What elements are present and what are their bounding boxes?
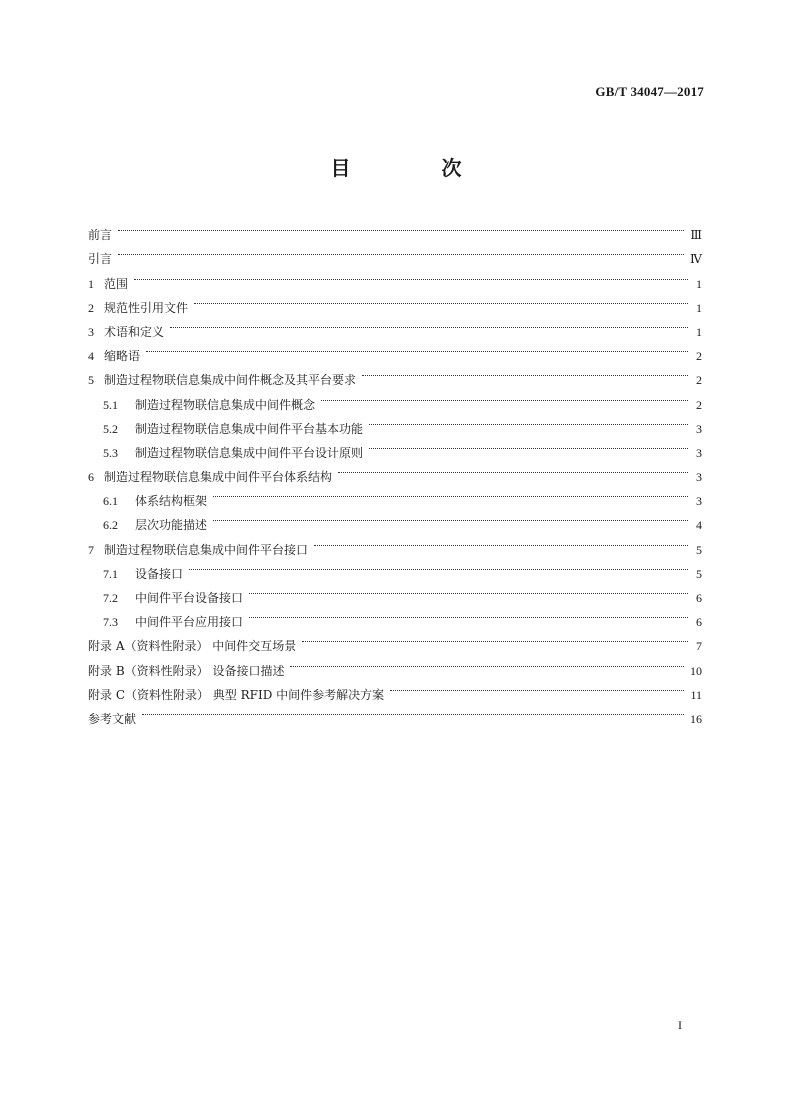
toc-entry-label <box>88 223 112 247</box>
toc-entry-label <box>103 586 243 610</box>
toc-entry-number: 5.3 <box>103 445 118 460</box>
dot-leader <box>321 384 688 408</box>
toc-entry-label <box>88 659 284 683</box>
standard-number: GB/T 34047—2017 <box>595 84 704 99</box>
toc-entry-text: 附录 C（资料性附录） 典型 RFID 中间件参考解决方案 <box>88 687 385 702</box>
dot-leader <box>142 699 684 723</box>
toc-entry-text: 制造过程物联信息集成中间件平台接口 <box>104 542 309 557</box>
dot-leader <box>390 675 684 699</box>
toc-entry-text: 制造过程物联信息集成中间件平台体系结构 <box>104 470 333 485</box>
dot-leader <box>146 336 688 360</box>
toc-entry-number: 7.3 <box>103 615 118 630</box>
toc-entry-page: 4 <box>696 518 702 533</box>
toc-entry-text: 规范性引用文件 <box>104 300 189 315</box>
toc-entry[interactable] <box>88 239 702 267</box>
toc-entry-text: 缩略语 <box>104 349 141 364</box>
toc-entry-page: 1 <box>696 300 702 315</box>
dot-leader <box>369 433 688 457</box>
page-number: I <box>678 1018 682 1032</box>
toc-entry-page: 3 <box>696 421 702 436</box>
toc-entry-text: 制造过程物联信息集成中间件平台基本功能 <box>135 421 364 436</box>
toc-entry-number: 4 <box>88 349 94 364</box>
toc-entry[interactable] <box>88 288 702 315</box>
dot-leader <box>314 529 688 553</box>
toc-entry[interactable] <box>88 360 702 388</box>
dot-leader <box>118 239 684 263</box>
toc-entry-label <box>103 441 363 465</box>
toc-entry-text: 前言 <box>88 228 113 243</box>
toc-entry-page: 6 <box>696 615 702 630</box>
toc-entry-page: 6 <box>696 591 702 605</box>
dot-leader <box>369 409 688 433</box>
toc-entry-number: 1 <box>88 276 94 291</box>
toc-entry-page: 16 <box>690 711 702 726</box>
toc-entry-text: 设备接口 <box>135 566 184 581</box>
toc-entry-number: 3 <box>88 324 94 339</box>
toc-entry-number: 6.1 <box>103 494 118 509</box>
toc-entry-page: 5 <box>696 566 702 581</box>
toc-entry-number: 5 <box>88 373 94 388</box>
toc-entry-page: Ⅳ <box>690 252 702 267</box>
toc-entry-label <box>88 272 128 296</box>
toc-entry-page: 2 <box>696 349 702 364</box>
toc-entry-page: 3 <box>696 445 702 460</box>
toc-entry-page: 3 <box>696 470 702 485</box>
dot-leader <box>189 554 688 578</box>
toc-entry-text: 参考文献 <box>88 711 137 726</box>
toc-entry-number: 5.1 <box>103 397 118 412</box>
toc-entry-number: 7 <box>88 542 94 557</box>
toc-entry-page: 2 <box>696 397 702 412</box>
toc-entry-page: Ⅲ <box>690 228 702 243</box>
toc-entry[interactable] <box>88 215 702 243</box>
toc-entry-text: 中间件平台应用接口 <box>135 615 244 630</box>
toc-entry-label <box>88 247 112 271</box>
toc-entry-text: 范围 <box>104 276 129 291</box>
toc-entry-page: 5 <box>696 542 702 557</box>
toc-entry-page: 10 <box>690 663 702 678</box>
dot-leader <box>290 650 684 674</box>
toc-entry-number: 6.2 <box>103 518 118 533</box>
dot-leader <box>194 288 688 312</box>
toc-entry-text: 附录 B（资料性附录） 设备接口描述 <box>88 663 285 678</box>
dot-leader <box>134 263 688 287</box>
dot-leader <box>338 457 688 481</box>
toc-entry-label <box>88 344 140 368</box>
toc-entry-label <box>88 634 296 658</box>
table-of-contents <box>88 215 702 726</box>
toc-entry-label <box>103 562 183 586</box>
toc-entry-text: 制造过程物联信息集成中间件概念 <box>135 397 316 412</box>
toc-entry[interactable] <box>88 699 702 726</box>
dot-leader <box>302 626 688 650</box>
toc-entry-label <box>88 368 356 392</box>
dot-leader <box>249 602 688 626</box>
toc-entry-page: 1 <box>696 324 702 339</box>
toc-entry-number: 7.1 <box>103 566 118 581</box>
dot-leader <box>362 360 688 384</box>
toc-entry-number: 2 <box>88 300 94 315</box>
toc-entry-text: 附录 A（资料性附录） 中间件交互场景 <box>88 639 297 654</box>
toc-entry[interactable] <box>88 336 702 364</box>
toc-entry-page: 3 <box>696 494 702 509</box>
toc-entry-page: 2 <box>696 373 702 388</box>
toc-entry-number: 5.2 <box>103 421 118 436</box>
toc-entry-text: 引言 <box>88 252 113 267</box>
toc-entry-label <box>103 610 243 634</box>
toc-entry-label <box>103 513 207 537</box>
toc-entry-label <box>103 393 315 417</box>
toc-entry-page: 11 <box>690 687 702 702</box>
toc-entry-text: 中间件平台设备接口 <box>135 591 244 605</box>
toc-entry-text: 体系结构框架 <box>135 494 208 509</box>
toc-entry-text: 制造过程物联信息集成中间件平台设计原则 <box>135 445 364 460</box>
toc-entry-text: 层次功能描述 <box>135 518 208 533</box>
dot-leader <box>213 505 688 529</box>
toc-entry[interactable] <box>88 312 702 339</box>
toc-entry-page: 1 <box>696 276 702 291</box>
toc-entry-label <box>88 707 136 731</box>
toc-entry-text: 制造过程物联信息集成中间件概念及其平台要求 <box>104 373 357 388</box>
toc-entry-label <box>103 489 207 513</box>
toc-entry-page: 7 <box>696 639 702 654</box>
toc-entry-label <box>103 417 363 441</box>
toc-entry-number: 7.2 <box>103 591 118 605</box>
toc-entry[interactable] <box>88 263 702 291</box>
toc-entry-text: 术语和定义 <box>104 324 165 339</box>
page-title: 目 次 <box>330 156 504 180</box>
dot-leader <box>170 312 688 336</box>
dot-leader <box>213 481 688 505</box>
toc-entry-number: 6 <box>88 470 94 485</box>
dot-leader <box>118 215 684 239</box>
dot-leader <box>249 578 688 602</box>
